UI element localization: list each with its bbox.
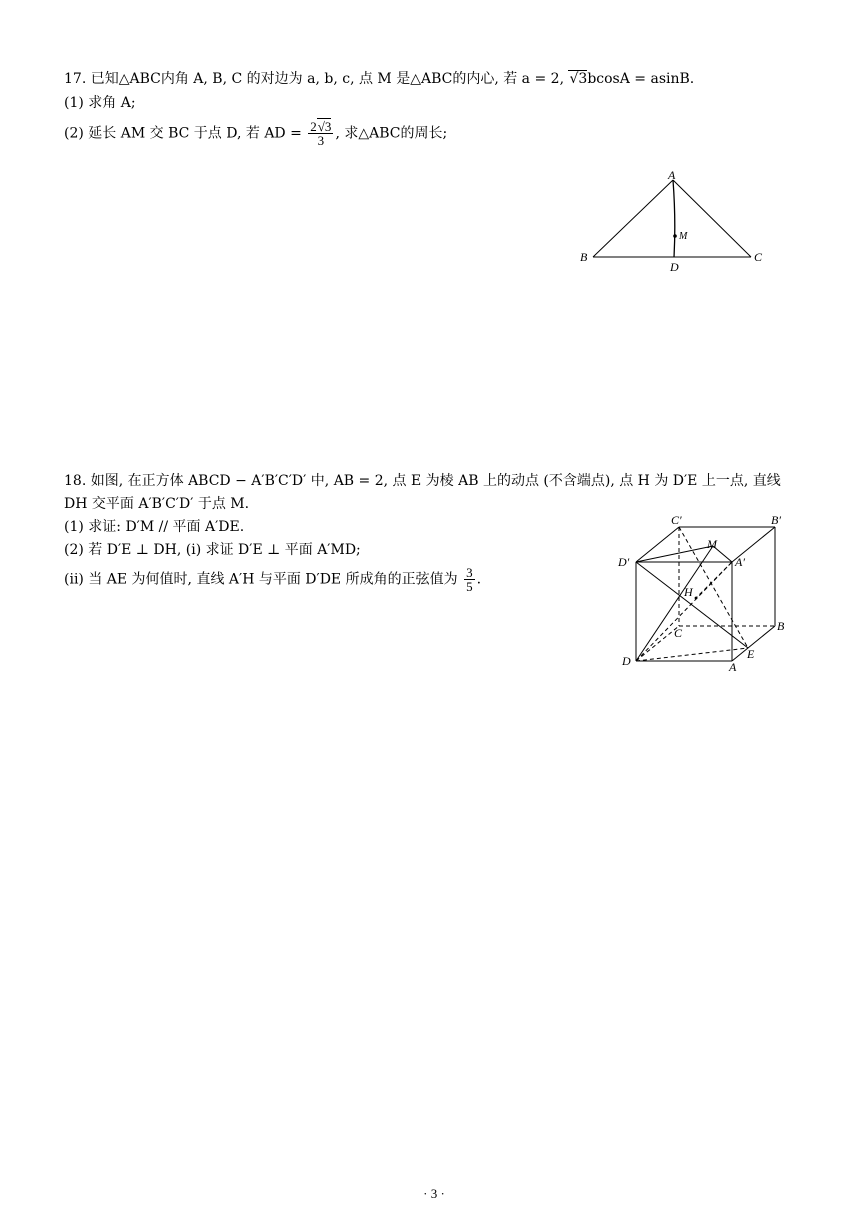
edge-DC bbox=[636, 626, 679, 661]
point-M bbox=[673, 234, 677, 238]
segment-AC bbox=[673, 180, 751, 257]
q17-sqrt3: √3 bbox=[569, 71, 588, 87]
segment-AD bbox=[673, 180, 675, 257]
q18-stem-line2: DH 交平面 A′B′C′D′ 于点 M. bbox=[64, 496, 250, 512]
q17-stem bbox=[64, 70, 694, 88]
edge-DpCp bbox=[636, 527, 679, 562]
q17-part2-text: (2) 延长 AM 交 BC 于点 D, 若 AD = bbox=[64, 125, 302, 142]
point-H bbox=[695, 597, 698, 600]
label-A: A bbox=[668, 168, 676, 182]
q17-stem-text: 17. 已知△ABC内角 A, B, C 的对边为 a, b, c, 点 M 是△ABC的内心, 若 a = 2, bbox=[64, 71, 569, 87]
label-D18: D bbox=[622, 654, 631, 668]
q18-cube-figure bbox=[612, 508, 802, 678]
label-A18: A bbox=[729, 660, 737, 674]
q17-triangle-figure bbox=[575, 165, 775, 280]
label-Bp: B′ bbox=[771, 513, 781, 527]
q18-frac-num: 3 bbox=[466, 565, 473, 580]
q18-part2: (2) 若 D′E ⊥ DH, (i) 求证 D′E ⊥ 平面 A′MD; bbox=[64, 542, 361, 558]
q18-stem-line1: 18. 如图, 在正方体 ABCD − A′B′C′D′ 中, AB = 2, 点 E 为棱 AB 上的动点 (不含端点), 点 H 为 D′E 上一点, 直线 bbox=[64, 473, 781, 489]
q17-frac-num-rad: √3 bbox=[317, 119, 332, 134]
q18-part1: (1) 求证: D′M // 平面 A′DE. bbox=[64, 519, 245, 535]
q17-ad-fraction bbox=[308, 120, 333, 147]
label-C18: C bbox=[674, 626, 683, 640]
segment-DM bbox=[636, 546, 713, 661]
segment-DpM bbox=[636, 546, 713, 562]
label-Cp: C′ bbox=[671, 513, 682, 527]
q18-sine-fraction bbox=[464, 566, 475, 593]
q17-part2 bbox=[64, 120, 447, 147]
label-B: B bbox=[580, 250, 588, 264]
q17-stem-tail: bcosA = asinB. bbox=[587, 71, 695, 87]
label-Ap: A′ bbox=[735, 555, 745, 569]
label-E: E bbox=[747, 647, 755, 661]
q17-frac-den: 3 bbox=[317, 133, 325, 148]
q18-frac-den: 5 bbox=[466, 579, 473, 594]
label-H: H bbox=[684, 585, 693, 599]
q17-frac-num-coef: 2 bbox=[310, 119, 317, 134]
label-C: C bbox=[754, 250, 763, 264]
segment-AB bbox=[593, 180, 673, 257]
segment-DAp bbox=[636, 562, 732, 661]
label-M: M bbox=[679, 231, 688, 242]
q18-part3-tail: . bbox=[476, 571, 482, 588]
page-number: · 3 · bbox=[423, 1186, 445, 1201]
q18-part3-text: (ii) 当 AE 为何值时, 直线 A′H 与平面 D′DE 所成角的正弦值为 bbox=[64, 571, 458, 588]
label-M18: M bbox=[707, 537, 717, 551]
label-Dp: D′ bbox=[618, 555, 630, 569]
q18-part3 bbox=[64, 566, 481, 593]
label-D: D bbox=[670, 260, 679, 274]
label-B18: B bbox=[777, 619, 785, 633]
q17-part1: (1) 求角 A; bbox=[64, 95, 136, 111]
q17-part2-tail: , 求△ABC的周长; bbox=[335, 125, 448, 142]
